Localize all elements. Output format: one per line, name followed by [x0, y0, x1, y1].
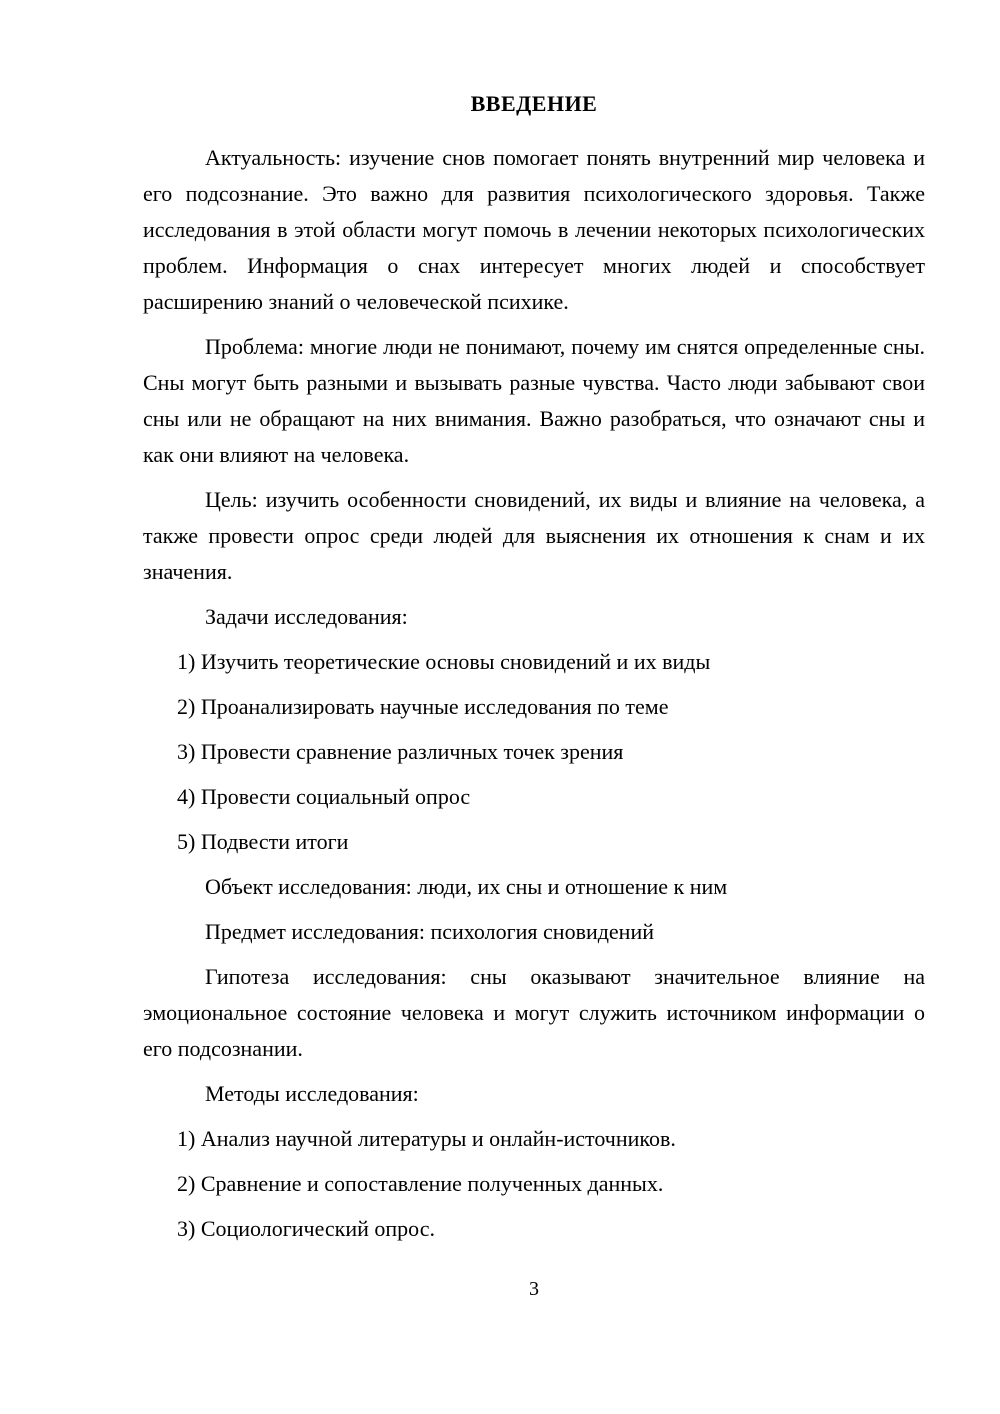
paragraph-hypothesis: Гипотеза исследования: сны оказывают значительное влияние на эмоциональное состояние человека и могут служить источником информации о его подсознании.	[143, 964, 925, 1061]
task-item-4: 4) Провести социальный опрос	[177, 784, 471, 809]
tasks-heading: Задачи исследования:	[205, 604, 408, 629]
task-item-3: 3) Провести сравнение различных точек зрения	[177, 739, 624, 764]
page-number: 3	[529, 1278, 539, 1300]
task-item-2: 2) Проанализировать научные исследования по теме	[177, 694, 669, 719]
object-line: Объект исследования: люди, их сны и отношение к ним	[205, 874, 728, 899]
task-item-1: 1) Изучить теоретические основы сновидений и их виды	[177, 649, 711, 674]
method-item-3: 3) Социологический опрос.	[177, 1216, 435, 1241]
paragraph-goal: Цель: изучить особенности сновидений, их виды и влияние на человека, а также провести опрос среди людей для выяснения их отношения к снам и их значения.	[143, 487, 925, 584]
tasks-list	[143, 644, 925, 860]
paragraph-relevance: Актуальность: изучение снов помогает понять внутренний мир человека и его подсознание. Это важно для развития психологического здоровья. Также исследования в этой области могут помочь в лечении некоторых психологических проблем. Информация о снах интересует многих людей и способствует расширению знаний о человеческой психике.	[143, 145, 925, 314]
task-item-5: 5) Подвести итоги	[177, 829, 349, 854]
method-item-2: 2) Сравнение и сопоставление полученных данных.	[177, 1171, 664, 1196]
paragraph-problem: Проблема: многие люди не понимают, почему им снятся определенные сны. Сны могут быть разными и вызывать разные чувства. Часто люди забывают свои сны или не обращают на них внимания. Важно разобраться, что означают сны и как они влияют на человека.	[143, 334, 925, 467]
method-item-1: 1) Анализ научной литературы и онлайн-источников.	[177, 1126, 676, 1151]
subject-line: Предмет исследования: психология сновидений	[205, 919, 655, 944]
methods-heading: Методы исследования:	[205, 1081, 419, 1106]
page-title: ВВЕДЕНИЕ	[470, 91, 598, 116]
methods-list	[143, 1121, 925, 1247]
